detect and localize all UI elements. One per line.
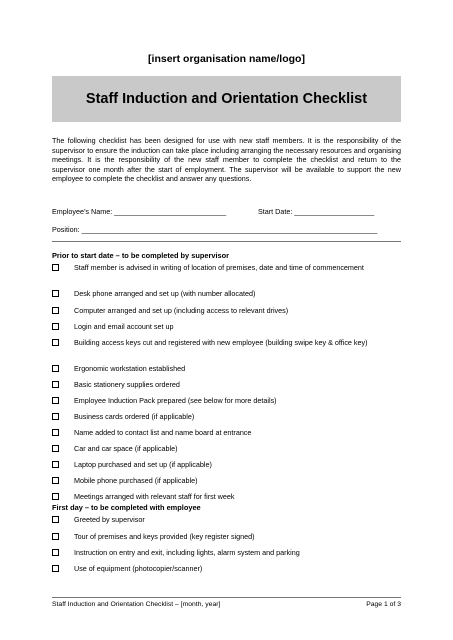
title-banner bbox=[52, 76, 401, 122]
checklist-item-label: Desk phone arranged and set up (with number allocated) bbox=[74, 289, 256, 298]
document-title: Staff Induction and Orientation Checklist bbox=[85, 91, 368, 107]
checkbox[interactable] bbox=[52, 397, 59, 404]
checklist-item-label: Car and car space (if applicable) bbox=[74, 444, 178, 453]
checklist-item-label: Ergonomic workstation established bbox=[74, 364, 186, 373]
checkbox[interactable] bbox=[52, 445, 59, 452]
checkbox[interactable] bbox=[52, 549, 59, 556]
checkbox[interactable] bbox=[52, 493, 59, 500]
checklist-item-label: Tour of premises and keys provided (key register signed) bbox=[74, 532, 255, 541]
start-date-field: Start Date: ____________________ bbox=[258, 207, 375, 216]
checklist-item-label: Business cards ordered (if applicable) bbox=[74, 412, 195, 421]
organisation-placeholder: [insert organisation name/logo] bbox=[148, 53, 305, 65]
checklist-item-label: Employee Induction Pack prepared (see below for more details) bbox=[74, 396, 277, 405]
checkbox[interactable] bbox=[52, 477, 59, 484]
checkbox[interactable] bbox=[52, 565, 59, 572]
checklist-item-label: Name added to contact list and name board at entrance bbox=[74, 428, 252, 437]
checkbox[interactable] bbox=[52, 461, 59, 468]
footer-page-number: Page 1 of 3 bbox=[366, 601, 401, 608]
position-field: Position: __________________________________________________________________________ bbox=[52, 225, 378, 234]
checkbox[interactable] bbox=[52, 323, 59, 330]
checklist-item-label: Building access keys cut and registered with new employee (building swipe key & office key) bbox=[74, 338, 368, 347]
checklist-item-label: Login and email account set up bbox=[74, 322, 174, 331]
footer-document-name: Staff Induction and Orientation Checklist – [month, year] bbox=[52, 601, 221, 608]
checklist-item-label: Laptop purchased and set up (if applicable) bbox=[74, 460, 212, 469]
checklist-item-label: Meetings arranged with relevant staff for first week bbox=[74, 492, 235, 501]
checklist-item-label: Greeted by supervisor bbox=[74, 515, 145, 524]
checkbox[interactable] bbox=[52, 365, 59, 372]
checkbox[interactable] bbox=[52, 290, 59, 297]
employee-name-field: Employee’s Name: ____________________________ bbox=[52, 207, 227, 216]
checklist-item-label: Instruction on entry and exit, including lights, alarm system and parking bbox=[74, 548, 300, 557]
checklist-item-label: Mobile phone purchased (if applicable) bbox=[74, 476, 198, 485]
checkbox[interactable] bbox=[52, 516, 59, 523]
checkbox[interactable] bbox=[52, 429, 59, 436]
checklist-item-label: Staff member is advised in writing of location of premises, date and time of commencement bbox=[74, 263, 364, 272]
checklist-item-label: Computer arranged and set up (including access to relevant drives) bbox=[74, 306, 289, 315]
checkbox[interactable] bbox=[52, 381, 59, 388]
divider bbox=[52, 241, 401, 242]
checkbox[interactable] bbox=[52, 264, 59, 271]
checkbox[interactable] bbox=[52, 307, 59, 314]
checklist-item-label: Basic stationery supplies ordered bbox=[74, 380, 180, 389]
footer-divider bbox=[52, 597, 401, 598]
checkbox[interactable] bbox=[52, 413, 59, 420]
intro-paragraph: The following checklist has been designed for use with new staff members. It is the responsibility of the supervisor to ensure the induction can take place including arranging the necessary resources and organising meetings. It is the responsibility of the new staff member to complete the checklist and return to the supervisor one month after the start of employment. The supervisor will be available to support the new employee to complete the checklist and answer any questions. bbox=[52, 136, 401, 183]
section-heading: Prior to start date – to be completed by supervisor bbox=[52, 251, 230, 260]
checkbox[interactable] bbox=[52, 533, 59, 540]
section-heading: First day – to be completed with employee bbox=[52, 503, 201, 512]
checkbox[interactable] bbox=[52, 339, 59, 346]
checklist-item-label: Use of equipment (photocopier/scanner) bbox=[74, 564, 203, 573]
